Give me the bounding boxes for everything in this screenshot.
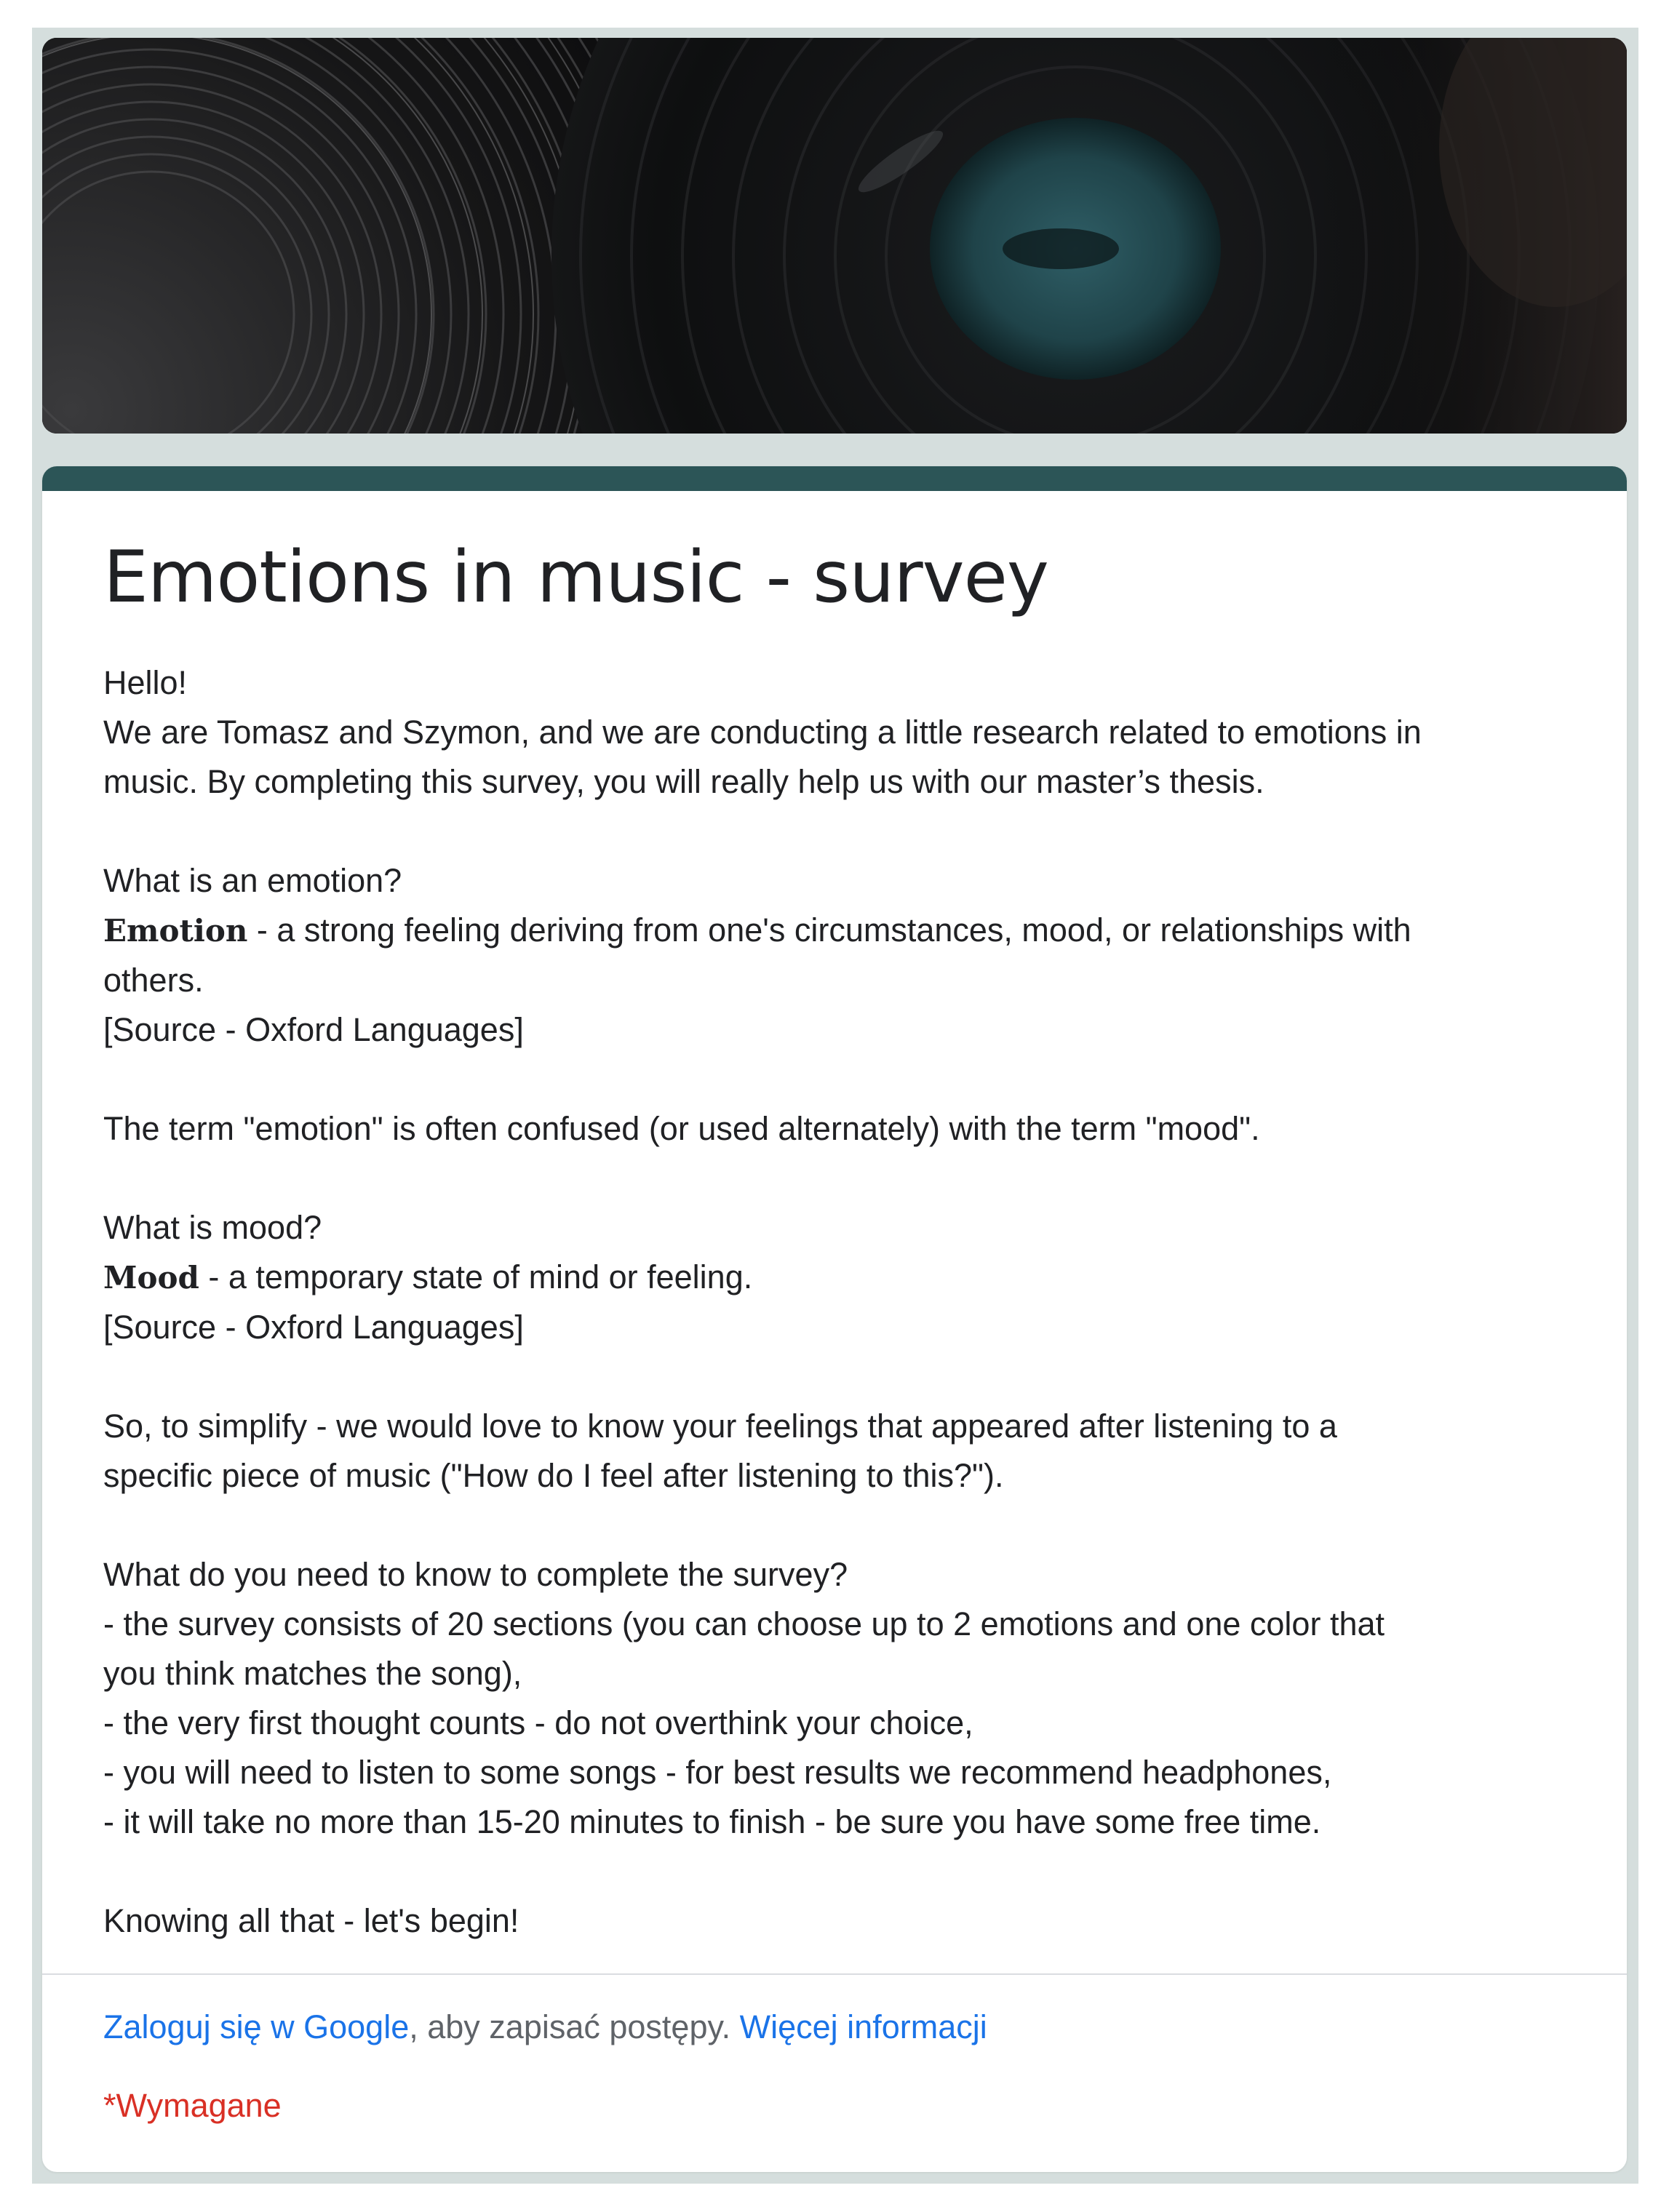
intro-text-line-1: We are Tomasz and Szymon, and we are conducting a little research related to emotions in: [103, 714, 1422, 751]
mood-definition: [103, 1253, 1573, 1303]
header-banner-image: [42, 38, 1627, 434]
mood-term: Mood: [103, 1260, 199, 1295]
form-header-card: [42, 466, 1627, 2172]
more-info-link[interactable]: Więcej informacji: [739, 2008, 987, 2045]
signin-prompt: [103, 2003, 987, 2052]
point-3: - you will need to listen to some songs - for best results we recommend headphones,: [103, 1754, 1332, 1791]
required-note: *Wymagane: [103, 2087, 282, 2124]
form-title: Emotions in music - survey: [103, 536, 1048, 619]
signin-prompt-text: , aby zapisać postępy.: [409, 2008, 740, 2045]
emotion-question: What is an emotion?: [103, 862, 402, 899]
google-signin-link[interactable]: Zaloguj się w Google: [103, 2008, 410, 2045]
blank-line: [103, 807, 1573, 856]
blank-line: [103, 1055, 1573, 1104]
emotion-definition-line-1: [103, 906, 1573, 956]
mood-definition-text: - a temporary state of mind or feeling.: [199, 1258, 753, 1295]
blank-line: [103, 1154, 1573, 1203]
card-accent-bar: [42, 466, 1627, 491]
mood-question: What is mood?: [103, 1209, 322, 1246]
simplify-text-line-2: specific piece of music ("How do I feel after listening to this?").: [103, 1457, 1004, 1494]
vinyl-record-image: [42, 38, 1627, 434]
emotion-definition-line-2: others.: [103, 962, 204, 999]
simplify-text-line-1: So, to simplify - we would love to know your feelings that appeared after listening to a: [103, 1408, 1337, 1445]
need-to-know-heading: What do you need to know to complete the survey?: [103, 1556, 848, 1593]
section-divider: [42, 1973, 1627, 1975]
point-2: - the very first thought counts - do not overthink your choice,: [103, 1704, 973, 1741]
intro-text-line-2: music. By completing this survey, you will really help us with our master’s thesis.: [103, 763, 1264, 800]
closing-text: Knowing all that - let's begin!: [103, 1902, 519, 1939]
greeting-text: Hello!: [103, 664, 188, 701]
blank-line: [103, 1352, 1573, 1402]
emotion-term: Emotion: [103, 913, 248, 949]
form-description: [103, 658, 1573, 1946]
blank-line: [103, 1501, 1573, 1550]
emotion-source: [Source - Oxford Languages]: [103, 1011, 524, 1048]
point-1-line-1: - the survey consists of 20 sections (you can choose up to 2 emotions and one color that: [103, 1605, 1385, 1642]
point-4: - it will take no more than 15-20 minutes to finish - be sure you have some free time.: [103, 1803, 1321, 1840]
mood-source: [Source - Oxford Languages]: [103, 1309, 524, 1346]
blank-line: [103, 1847, 1573, 1896]
point-1-line-2: you think matches the song),: [103, 1655, 522, 1692]
emotion-definition-text: - a strong feeling deriving from one's circumstances, mood, or relationships with: [247, 911, 1411, 949]
confusion-note: The term "emotion" is often confused (or used alternately) with the term "mood".: [103, 1110, 1260, 1147]
right-record: [551, 38, 1627, 434]
